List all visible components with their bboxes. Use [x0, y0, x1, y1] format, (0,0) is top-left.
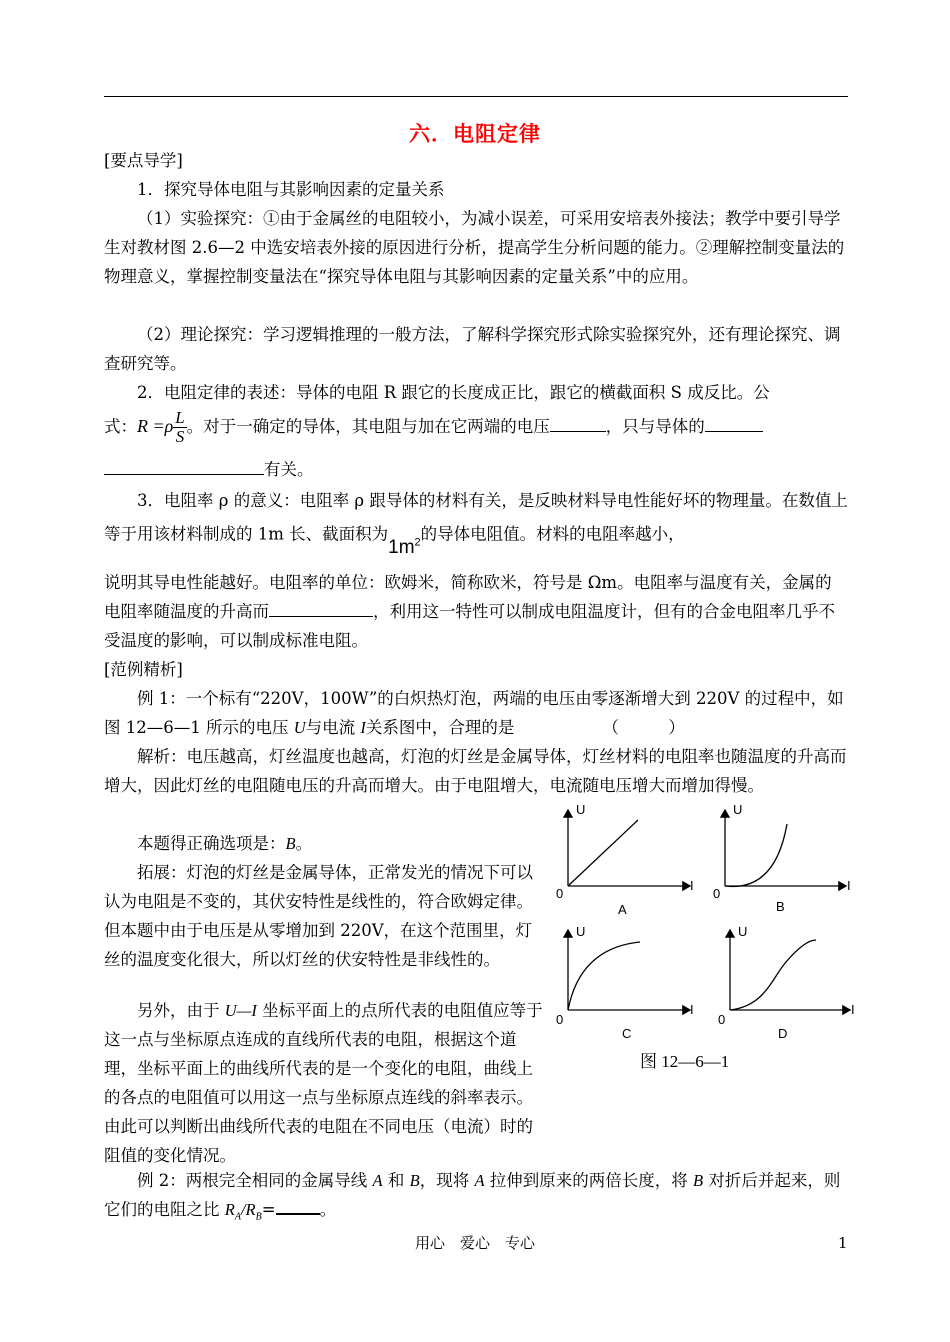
- example1-extension: 拓展：灯泡的灯丝是金属导体，正常发光的情况下可以认为电阻是不变的，其伏安特性是线性的，符合欧姆定律。但本题中由于电压是从零增加到 220V，在这个范围里，灯丝的温度变化很大，所以灯丝的伏安特性是非线性的。: [104, 863, 533, 969]
- ex2-text-c: ，现将: [419, 1171, 475, 1190]
- page-footer: 用心 爱心 专心: [414, 1234, 535, 1252]
- item2-statement: 2．电阻定律的表述：导体的电阻 R 跟它的长度成正比，跟它的横截面积 S 成反比。公: [137, 383, 770, 402]
- graph-d-label: D: [778, 1026, 788, 1041]
- ex1-text-c: 关系图中，合理的是: [365, 718, 515, 737]
- section-heading-examples: [范例精析]: [104, 660, 183, 679]
- graph-a-axis-i: I: [690, 878, 694, 893]
- formula-prefix: 式：: [104, 417, 137, 436]
- ex2-text-d: 拉伸到原来的两倍长度，将: [484, 1171, 694, 1190]
- unit-square-meter: [388, 537, 421, 558]
- ex2-var-b2: B: [693, 1171, 704, 1190]
- section-heading-key-points: [要点导学]: [104, 151, 183, 170]
- formula-numerator: L: [175, 408, 185, 427]
- unit-base: 1m: [388, 537, 415, 559]
- item2-formula-line: [104, 406, 848, 447]
- ex2-equals: =: [261, 1200, 276, 1219]
- ex2-ratio: $R_A/R_B$: [224, 1200, 262, 1223]
- graph-c-axis-u: U: [576, 924, 586, 939]
- item2-mid: ，只与导体的: [605, 417, 705, 436]
- item1-theory-paragraph: （2）理论探究：学习逻辑推理的一般方法，了解科学探究形式除实验探究外，还有理论探究、调查研究等。: [104, 325, 841, 373]
- item3-text-c: 说明其导电性能越好。电阻率的单位：欧姆米，简称欧米，符号是 Ωm。电阻率与温度有关，金属的电阻率随温度的升高而: [104, 573, 832, 621]
- ex2-var-a2: A: [474, 1171, 485, 1190]
- ex2-text-b: 和: [382, 1171, 410, 1190]
- graph-b-origin: 0: [713, 886, 721, 901]
- blank-2b[interactable]: [104, 458, 264, 475]
- ext-b-text-1: 另外，由于: [137, 1001, 225, 1020]
- answer-text: 本题得正确选项是：: [137, 834, 286, 853]
- ex2-text-e: 对折后并起来，则它们的电阻之比: [104, 1171, 841, 1219]
- header-rule: [104, 96, 848, 97]
- graph-d-origin: 0: [718, 1012, 726, 1027]
- ex2-var-b: B: [409, 1171, 420, 1190]
- item2-end: 有关。: [264, 460, 314, 479]
- item3-paragraph-b: [104, 568, 848, 655]
- ex1-answer-paren: （ ）: [602, 718, 685, 737]
- example2-question: [104, 1166, 848, 1231]
- answer-period: 。: [295, 834, 313, 853]
- item3-text-b: 的导体电阻值。材料的电阻率越小，: [420, 524, 685, 544]
- item3-text-d: ，利用这一特性可以制成电阻温度计，但有的合金电阻率几乎不受温度的影响，可以制成标准电阻。: [104, 602, 835, 650]
- ex2-period: 。: [319, 1200, 337, 1219]
- blank-3[interactable]: [269, 600, 373, 617]
- blank-4[interactable]: [276, 1197, 320, 1215]
- ex1-var-i: I: [360, 718, 366, 737]
- graph-a-origin: 0: [556, 886, 564, 901]
- formula-fraction: [173, 409, 186, 446]
- formula-denominator: S: [175, 427, 185, 446]
- ex1-var-u: U: [293, 718, 306, 737]
- graph-c-axis-i: I: [690, 1002, 694, 1017]
- formula-lhs: R =ρ: [137, 416, 174, 436]
- item1-heading: 1．探究导体电阻与其影响因素的定量关系: [137, 180, 445, 199]
- example1-extension-b: [104, 996, 544, 1170]
- graph-d-axis-u: U: [738, 924, 748, 939]
- page-title: 六．电阻定律: [409, 122, 541, 146]
- ex1-text-b: 与电流: [305, 718, 361, 737]
- blank-2a[interactable]: [705, 415, 763, 432]
- ratio-r-b: R: [245, 1200, 256, 1219]
- unit-exponent: 2: [414, 537, 421, 549]
- graph-b-axis-i: I: [847, 878, 851, 893]
- ex1-text-a: 例 1：一个标有“220V，100W”的白炽热灯泡，两端的电压由零逐渐增大到 220V 的过程中，如图 12—6—1 所示的电压: [104, 689, 844, 737]
- graph-a-axis-u: U: [576, 802, 586, 817]
- graph-d-axis-i: I: [851, 1002, 855, 1017]
- item1-experiment-paragraph: （1）实验探究：①由于金属丝的电阻较小，为减小误差，可采用安培表外接法；教学中要引导学生对教材图 2.6—2 中选安培表外接的原因进行分析，提高学生分析问题的能力。②理解控制变量法的物理意义，掌握控制变量法在“探究导体电阻与其影响因素的定量关系”中的应用。: [104, 209, 845, 286]
- item3-paragraph-a: [104, 486, 848, 559]
- graph-b-label: B: [776, 899, 785, 914]
- ext-b-ui: U—I: [224, 1001, 257, 1020]
- example1-analysis: 解析：电压越高，灯丝温度也越高，灯泡的灯丝是金属导体，灯丝材料的电阻率也随温度的升高而增大，因此灯丝的电阻随电压的升高而增大。由于电阻增大，电流随电压增大而增加得慢。: [104, 747, 847, 795]
- graph-a-label: A: [618, 902, 627, 917]
- blank-1[interactable]: [550, 415, 606, 432]
- graph-labels: [550, 800, 870, 1080]
- graph-c-origin: 0: [556, 1012, 564, 1027]
- ex2-var-a: A: [372, 1171, 383, 1190]
- ex2-text-a: 例 2：两根完全相同的金属导线: [137, 1171, 373, 1190]
- figure-caption: 图 12—6—1: [640, 1052, 730, 1071]
- graph-c-label: C: [622, 1026, 632, 1041]
- ext-b-text-2: 坐标平面上的点所代表的电阻值应等于这一点与坐标原点连成的直线所代表的电阻，根据这个道理，坐标平面上的曲线所代表的是一个变化的电阻，曲线上的各点的电阻值可以用这一点与坐标原点连线的斜率表示。由此可以判断出曲线所代表的电阻在不同电压（电流）时的阻值的变化情况。: [104, 1001, 543, 1165]
- item3-text-a: 3．电阻率 ρ 的意义：电阻率 ρ 跟导体的材料有关，是反映材料导电性能好坏的物理量。在数值上等于用该材料制成的 1m 长、截面积为: [104, 491, 848, 544]
- item2-after-formula: 。对于一确定的导体，其电阻与加在它两端的电压: [186, 417, 550, 436]
- item2-continuation: [104, 455, 848, 484]
- answer-choice: B: [285, 834, 296, 853]
- example1-question: [104, 684, 848, 742]
- page-number: 1: [838, 1234, 848, 1252]
- graph-b-axis-u: U: [733, 802, 743, 817]
- example1-answer: [104, 829, 544, 858]
- ratio-r-a: R: [224, 1200, 235, 1219]
